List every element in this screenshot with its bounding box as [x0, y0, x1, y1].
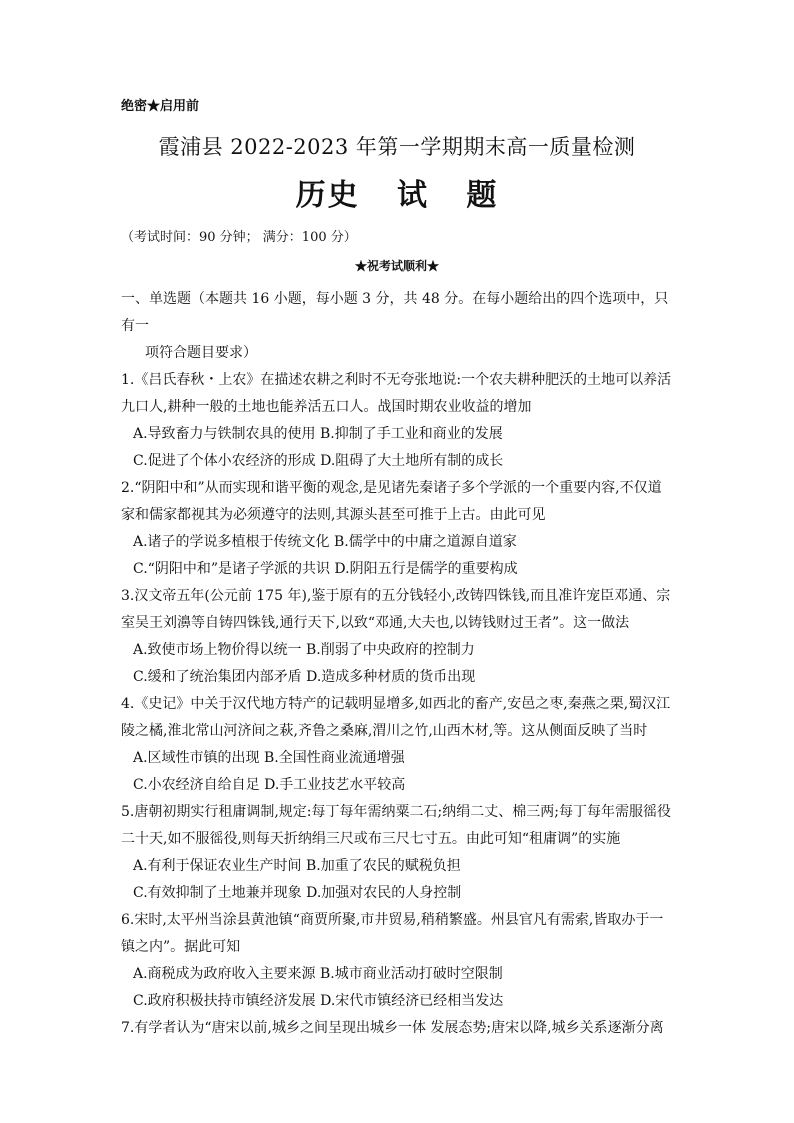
- question-4: [121, 691, 681, 799]
- question-stem-line: 6.宋时,太平州当涂县黄池镇“商贾所聚,市井贸易,稍稍繁盛。州县官凡有需索,皆取办于一: [121, 912, 664, 928]
- exam-title: 霞浦县 2022-2023 年第一学期期末高一质量检测: [158, 135, 636, 159]
- question-stem-line: 2.“阴阳中和”从而实现和谐平衡的观念,是见诸先秦诸子多个学派的一个重要内容,不仅道: [121, 480, 662, 496]
- options-line-ab: A.诸子的学说多植根于传统文化 B.儒学中的中庸之道源自道家: [133, 534, 517, 550]
- options-line-cd: C.促进了个体小农经济的形成 D.阻碍了大土地所有制的成长: [133, 453, 504, 469]
- options-line-cd: C.小农经济自给自足 D.手工业技艺水平较高: [133, 777, 406, 793]
- question-stem-line: 7.有学者认为“唐宋以前,城乡之间呈现出城乡一体 发展态势;唐宋以降,城乡关系逐渐分离: [121, 1020, 664, 1036]
- question-3: [121, 583, 681, 691]
- exam-info: （考试时间：90 分钟； 满分：100 分）: [121, 230, 357, 245]
- options-line-ab: A.有利于保证农业生产时间 B.加重了农民的赋税负担: [133, 858, 461, 874]
- question-stem-line: 二十天,如不服徭役,则每天折纳绢三尺或布三尺七寸五。由此可知“租庸调”的实施: [121, 831, 621, 847]
- section-heading-line2: 项符合题目要求）: [145, 345, 257, 361]
- question-6: [121, 907, 681, 1015]
- confidential-mark: 绝密★启用前: [121, 99, 200, 114]
- options-line-cd: C.有效抑制了土地兼并现象 D.加强对农民的人身控制: [133, 885, 462, 901]
- options-line-cd: C.缓和了统治集团内部矛盾 D.造成多种材质的货币出现: [133, 669, 476, 685]
- options-line-ab: A.导致畜力与铁制农具的使用 B.抑制了手工业和商业的发展: [133, 426, 503, 442]
- question-stem-line: 4.《史记》中关于汉代地方特产的记载明显增多,如西北的畜产,安邑之枣,秦燕之栗,蜀汉江: [121, 696, 671, 712]
- subject-title: 历史 试 题: [295, 178, 499, 213]
- question-7: [121, 1015, 681, 1042]
- exam-content: [121, 286, 681, 1042]
- question-stem-line: 1.《吕氏春秋・上农》在描述农耕之利时不无夸张地说:一个农夫耕种肥沃的土地可以养活: [121, 372, 672, 388]
- good-luck-note: ★祝考试顺利★: [354, 259, 439, 273]
- question-stem-line: 3.汉文帝五年(公元前 175 年),鉴于原有的五分钱轻小,改铸四铢钱,而且准许宠臣邓通、宗: [121, 588, 671, 604]
- question-stem-line: 室吴王刘濞等自铸四铢钱,通行天下,以致“邓通,大夫也,以铸钱财过王者”。这一做法: [121, 615, 630, 631]
- question-stem-line: 家和儒家都视其为必须遵守的法则,其源头甚至可推于上古。由此可见: [121, 507, 546, 523]
- section-heading: [121, 286, 681, 367]
- question-stem-line: 镇之内”。据此可知: [121, 939, 241, 955]
- section-heading-line1: 一、单选题（本题共 16 小题，每小题 3 分，共 48 分。在每小题给出的四个选项中，只有一: [121, 291, 669, 334]
- question-stem-line: 5.唐朝初期实行租庸调制,规定:每丁每年需纳粟二石;纳绢二丈、棉三两;每丁每年需服徭役: [121, 804, 671, 820]
- options-line-ab: A.致使市场上物价得以统一 B.削弱了中央政府的控制力: [133, 642, 475, 658]
- question-1: [121, 367, 681, 475]
- question-stem-line: 九口人,耕种一般的土地也能养活五口人。战国时期农业收益的增加: [121, 399, 532, 415]
- question-2: [121, 475, 681, 583]
- question-stem-line: 陵之橘,淮北常山河济间之萩,齐鲁之桑麻,渭川之竹,山西木材,等。这从侧面反映了当时: [121, 723, 648, 739]
- options-line-cd: C.政府积极扶持市镇经济发展 D.宋代市镇经济已经相当发达: [133, 993, 504, 1009]
- options-line-cd: C.“阴阳中和”是诸子学派的共识 D.阴阳五行是儒学的重要构成: [133, 561, 518, 577]
- options-line-ab: A.区域性市镇的出现 B.全国性商业流通增强: [133, 750, 405, 766]
- question-5: [121, 799, 681, 907]
- options-line-ab: A.商税成为政府收入主要来源 B.城市商业活动打破时空限制: [133, 966, 503, 982]
